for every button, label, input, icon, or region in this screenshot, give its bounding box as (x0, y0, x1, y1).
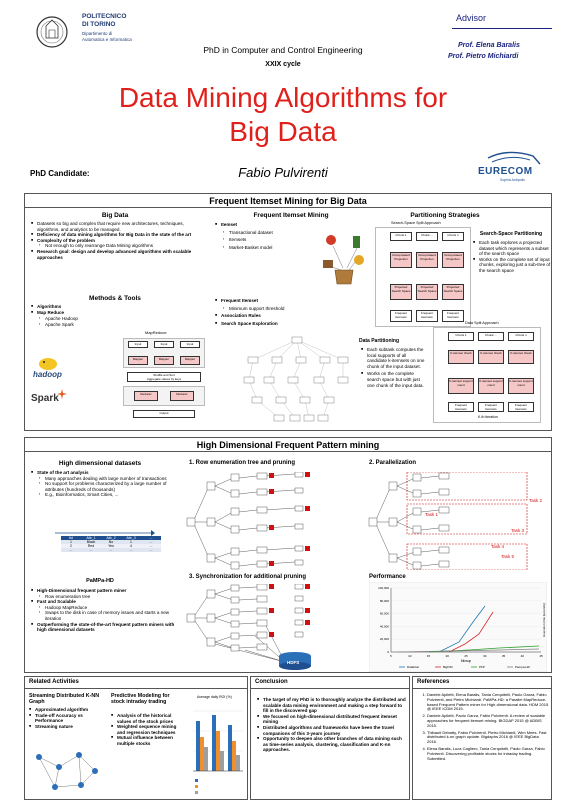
mapper-node (128, 356, 148, 365)
section-title: High Dimensional Frequent Pattern mining (196, 440, 380, 450)
pampa-heading: PaMPa-HD (86, 578, 114, 584)
projected-space-node (416, 284, 438, 300)
kitemset-support-node (508, 378, 534, 394)
knn-item: ■ Approximated algorithm (29, 707, 109, 713)
section-fim-big-data (24, 193, 552, 431)
chunk-label: Chunk ... (484, 333, 497, 337)
methods-heading: Methods & Tools (89, 295, 141, 302)
pampa-item: ▪ Hadoop MapReduce (31, 605, 181, 611)
knn-heading: Streaming Distributed K-NN Graph (29, 693, 100, 705)
x-tick-label: 35 (501, 654, 506, 658)
ss-item: ■ Each task explores a projected dataset which represents a subset of the search space (473, 240, 551, 257)
section-title: Frequent Itemset Mining for Big Data (209, 196, 367, 206)
cycle: XXIX cycle (265, 61, 301, 68)
fim-item: ▪ Market-Basket model (215, 245, 315, 251)
chunk-label: Chunk n (515, 333, 527, 337)
legend-label: Pampa-HD (515, 665, 530, 669)
projected-label: Projected Search Space (443, 285, 463, 293)
section-references (412, 676, 552, 800)
header (0, 0, 566, 192)
chunk-node (508, 332, 534, 341)
section-title: Related Activities (29, 679, 79, 685)
stock-heading: Predictive Modeling for stock intraday trading (111, 693, 170, 705)
fim-item: ▪ Itemsets (215, 237, 315, 243)
chunk-label: Chunk ... (420, 233, 433, 237)
pampa-item: ■ Outperforming the state-of-the-art frequent pattern miners with high dimensional datasets (31, 622, 181, 633)
data-split-diagram (433, 327, 541, 423)
conclusion-list (257, 697, 407, 753)
chunk-label: Chunk 1 (395, 233, 407, 237)
frequent-itemsets-label: Frequent Itemsets (420, 311, 433, 319)
pampa-item: ■ Fast and Scalable (31, 599, 181, 605)
legend-label: BigFIM (443, 665, 453, 669)
search-space-split-diagram (375, 227, 471, 327)
reference-item: 4. Elena Baralis, Luca Cagliero, Tania Cerquitelli, Paolo Garza, Fabio Pulvirenti. Discovering profitable stocks for intraday trading. Submitted. (427, 747, 549, 761)
input-node (180, 341, 200, 348)
section-title: Conclusion (255, 679, 288, 685)
section-conclusion (250, 676, 410, 800)
table-cell: No (108, 540, 114, 544)
fim-list-top (215, 222, 315, 250)
hdfs-label: HDFS (287, 660, 300, 665)
knn-item: ■ Streaming nature (29, 724, 109, 730)
group-projection-node (390, 252, 412, 268)
section-title-bar (25, 677, 247, 689)
chart-frame (369, 582, 547, 672)
table-cell: ... (129, 548, 133, 552)
advisor-1: Prof. Elena Baralis (458, 42, 520, 49)
eurecom-tagline: Sophia Antipolis (500, 178, 525, 182)
y-tick-label: 100,000 (378, 586, 389, 590)
group-projection-node (442, 252, 464, 268)
table-cell: ... (109, 548, 113, 552)
data-partitioning-list (361, 347, 425, 388)
frequent-itemsets-label: Frequent Itemsets (394, 311, 407, 319)
table-header-cell: ... (149, 536, 153, 540)
x-tick-label: 5 (390, 654, 392, 658)
fim-item: ■ Frequent Itemset (215, 298, 355, 304)
hd-item: ■ State of the art analysis (31, 470, 181, 476)
kitemset-support-label: K-itemset support count (479, 379, 503, 387)
section-title: References (417, 679, 450, 685)
input-label: Input (134, 342, 142, 346)
data-split-title: Data Split Approach (465, 321, 499, 325)
spark-logo: Spark (31, 393, 59, 404)
hadoop-elephant-icon (37, 357, 59, 371)
mapper-node (180, 356, 200, 365)
chunk-node (390, 232, 412, 241)
task-label: Task 3 (511, 528, 525, 533)
department-line-2: Automatica e Informatica (82, 37, 132, 42)
input-node (128, 341, 148, 348)
hd-list (31, 470, 181, 498)
performance-title: Performance (369, 574, 406, 580)
hadoop-logo: hadoop (33, 370, 62, 379)
advisor-divider (452, 28, 552, 29)
candidate-label: PhD Candidate: (30, 169, 90, 178)
department-line-1: Dipartimento di (82, 31, 113, 36)
x-tick-label: 20 (445, 654, 449, 658)
stock-item: ■ Mutual influence between multiple stocks (111, 735, 183, 746)
kitemset-check-node (478, 350, 504, 364)
methods-item: ▪ Apache Spark (31, 322, 111, 328)
poster-title-line-2: Big Data (229, 116, 337, 147)
table-cell: ... (149, 544, 153, 548)
methods-item: ▪ Apache Hadoop (31, 316, 111, 322)
kitemset-check-node (448, 350, 474, 364)
bigdata-item: ■ Datasets so big and complex that require new architectures, techniques, algorithms, and analytics to be managed. (31, 221, 207, 232)
table-arrow-icon (55, 530, 155, 536)
y-axis-label: Execution time [seconds] (542, 603, 546, 637)
advisor-2: Prof. Pietro Michiardi (448, 53, 519, 60)
conclusion-item: ■ Distributed algorithms and frameworks have been the travel companions of this 3-years journey (257, 725, 407, 736)
frequent-itemsets-node (508, 402, 534, 412)
output-node (133, 410, 195, 418)
fim-heading: Frequent Itemset Mining (253, 212, 329, 219)
parallelization-diagram (367, 472, 547, 570)
reducer-node (170, 391, 194, 401)
methods-item: ■ Algorithms (31, 304, 111, 310)
university-name-1: POLITECNICO (82, 13, 127, 20)
knn-graph-diagram (29, 747, 105, 795)
conclusion-item: ■ The target of my PhD is to thoroughly analyze the distributed and scalable data mining environment and making a step forward to fill in the discovered gap (257, 697, 407, 714)
kitemset-check-label: K-itemset check (480, 351, 502, 355)
mapreduce-diagram (117, 330, 209, 420)
reference-item: 3. Thibault Debatty, Fabio Pulvirenti, Pietro Michiardi, Wim Mees. Fast distributed k-nn graph update. Bigdaphs 2016 @ IEEE BigData 2016. (427, 731, 549, 745)
task-label: Task 2 (529, 498, 543, 503)
pampa-item: ▪ Swaps to the disk in case of memory issues and starts a new iteration (31, 610, 181, 621)
shuffle-label: Shuffle and Sort (153, 373, 175, 377)
dataset-table (61, 536, 161, 552)
table-header-cell: tid (69, 536, 73, 540)
table-cell: 1 (70, 540, 72, 544)
table-header-cell: Attr_2 (106, 536, 116, 540)
kitemset-support-node (448, 378, 474, 394)
kth-iteration-label: K-th iteration (478, 415, 498, 419)
advisor-label: Advisor (456, 13, 487, 23)
fim-item: ■ Search Space Exploration (215, 321, 355, 327)
kitemset-check-label: K-itemset check (510, 351, 532, 355)
map-phase (123, 338, 205, 368)
projected-label: Projected Search Space (417, 285, 437, 293)
table-cell: 2 (70, 544, 72, 548)
shuffle-node (127, 372, 201, 382)
stock-item: ■ Analysis of the historical values of the stock prices (111, 713, 183, 724)
section-title-bar (25, 438, 551, 452)
chunk-label: Chunk 1 (455, 333, 467, 337)
mapreduce-title: MapReduce (145, 330, 167, 335)
gbp-label: Group-based Projection (392, 253, 410, 261)
input-node (154, 341, 174, 348)
search-space-split-title: Search-Space Split Approach (391, 221, 441, 225)
chunk-label: Chunk n (447, 233, 459, 237)
fim-item: ▪ Minimum support threshold (215, 306, 355, 312)
mapper-label: Mapper (158, 357, 170, 361)
synchronization-diagram (185, 584, 365, 672)
data-partitioning-heading: Data Partitioning (359, 338, 400, 344)
input-label: Input (186, 342, 194, 346)
table-cell: Red (87, 544, 95, 548)
reference-item: 2. Daniele Apiletti, Paolo Garza, Fabio Pulvirenti. A review of scalable approaches for frequent itemset mining. BIGDAP 2015 @ ADBIS 2015. (427, 714, 549, 728)
table-cell: ... (69, 548, 73, 552)
parallelization-title: 2. Parallelization (369, 460, 417, 466)
x-tick-label: 15 (426, 654, 431, 658)
frequent-itemsets-label: Frequent Itemsets (514, 403, 527, 411)
fim-item: ▪ Transactional dataset (215, 230, 315, 236)
pampa-item: ■ High-Dimensional frequent pattern miner (31, 588, 181, 594)
frequent-itemsets-label: Frequent Itemsets (446, 311, 459, 319)
task-label: Task 1 (425, 512, 439, 517)
y-tick-label: 0 (387, 650, 389, 654)
candidate-name: Fabio Pulvirenti (238, 165, 328, 180)
group-projection-node (416, 252, 438, 268)
references-list (427, 693, 549, 763)
x-tick-label: 45 (539, 654, 543, 658)
methods-item: ■ Map Reduce (31, 310, 111, 316)
table-cell: Black (86, 540, 96, 544)
bigdata-item: ■ Deficiency of data mining algorithms for Big Data in the state of the art (31, 232, 207, 238)
stock-chart-title: Average daily ROI (%) (197, 695, 232, 699)
conclusion-item: ■ We focused on high-dimensional distributed frequent itemset mining (257, 714, 407, 725)
mapper-label: Mapper (184, 357, 196, 361)
frequent-itemsets-node (478, 402, 504, 412)
program-name: PhD in Computer and Control Engineering (203, 45, 363, 55)
chunk-node (416, 232, 438, 241)
section-related (24, 676, 248, 800)
fim-list-bottom (215, 298, 355, 326)
mapper-node (154, 356, 174, 365)
chunk-node (448, 332, 474, 341)
table-row (61, 548, 161, 552)
table-cell: ... (149, 540, 153, 544)
stock-list (111, 713, 183, 747)
pampa-item: ▪ Row enumeration tree (31, 594, 181, 600)
table-cell: ... (89, 548, 93, 552)
dp-item: ■ Works on the complete search space but with just one chunk of the input data. (361, 371, 425, 388)
reference-item: 1. Daniele Apiletti, Elena Baralis, Tania Cerquitelli, Paolo Garza, Fabio Pulvirenti, and Pietro Michiardi. PaMPa-HD: a Parallel MapReduce-based Frequent Pattern miner for High-dimensional data. HDM 2015 @ IEEE ICDM 2015. (427, 693, 549, 712)
frequent-itemsets-node (416, 310, 438, 322)
sync-title: 3. Synchronization for additional pruning (189, 574, 306, 580)
fim-item: ■ Itemset (215, 222, 315, 228)
kitemset-support-label: K-itemset support count (449, 379, 473, 387)
hd-item: ▪ Many approaches dealing with large number of transactions (31, 476, 181, 482)
frequent-itemsets-node (448, 402, 474, 412)
x-tick-label: 40 (520, 654, 524, 658)
shuffle-sub: Aggregate values by keys (146, 377, 182, 381)
x-axis-label: Minsup (460, 659, 472, 663)
x-tick-label: 10 (408, 654, 412, 658)
section-high-dimensional (24, 437, 552, 673)
projected-space-node (442, 284, 464, 300)
table-cell: 4 (130, 544, 132, 548)
row-enumeration-tree-diagram (185, 472, 361, 570)
knn-list (29, 707, 109, 729)
university-name-2: DI TORINO (82, 21, 116, 28)
bigdata-item: ▪ Not enough to only rearrange Data Mining algorithms (31, 243, 207, 249)
hd-item: ▪ E.g., Bioinformatics, Smart Cities, ... (31, 492, 181, 498)
stock-roi-bar-chart (187, 701, 245, 797)
x-tick-label: 25 (464, 654, 468, 658)
reduce-phase (123, 386, 205, 406)
legend-label: PFP (479, 665, 485, 669)
bigdata-item: ■ Complexity of the problem (31, 238, 207, 244)
fim-item: ■ Association Rules (215, 313, 355, 319)
y-tick-label: 40,000 (379, 624, 389, 629)
performance-chart (369, 582, 547, 672)
hd-item: ▪ No support for problems characterized by a large number of attributes (hundreds of thousands) (31, 481, 181, 492)
reducer-label: Reducer (140, 392, 152, 396)
search-space-partitioning-list (473, 240, 551, 274)
frequent-itemsets-label: Frequent Itemsets (484, 403, 497, 411)
table-cell: Yes (108, 544, 114, 548)
market-basket-icon (317, 230, 371, 294)
table-header-cell: Attr_3 (126, 536, 136, 540)
table-cell: 1 (130, 540, 132, 544)
frequent-itemsets-node (390, 310, 412, 322)
y-tick-label: 80,000 (379, 598, 389, 603)
input-label: Input (160, 342, 168, 346)
gbp-label: Group-based Projection (418, 253, 436, 261)
methods-list (31, 304, 111, 327)
projected-label: Projected Search Space (391, 285, 411, 293)
bigdata-heading: Big Data (101, 212, 129, 219)
kitemset-check-label: K-itemset check (450, 351, 472, 355)
frequent-itemsets-node (442, 310, 464, 322)
kitemset-support-label: K-itemset support count (509, 379, 533, 387)
ss-item: ■ Works on the complete set of input chunks, exploring just a sub-tree of the search space (473, 257, 551, 274)
section-title-bar (25, 194, 551, 208)
search-space-partitioning-heading: Search-Space Partitioning (479, 231, 543, 237)
knn-item: ■ Trade-off Accuracy vs Performance (29, 713, 109, 724)
chunk-node (442, 232, 464, 241)
kitemset-support-node (478, 378, 504, 394)
projected-space-node (390, 284, 412, 300)
table-cell: ... (149, 548, 153, 552)
hd-heading: High dimensional datasets (58, 460, 142, 467)
partitioning-heading: Partitioning Strategies (410, 212, 480, 219)
bigdata-list (31, 221, 207, 260)
chunk-node (478, 332, 504, 341)
section-title-bar (251, 677, 409, 689)
bigdata-item: ■ Research goal: design and develop advanced algorithms with scalable approaches (31, 249, 207, 260)
output-label: Output (159, 411, 169, 415)
reducer-label: Reducer (176, 392, 188, 396)
conclusion-item: ■ Opportunity to deepen also other branches of data mining such as time-series analysis, clustering, classification and K-nn approaches. (257, 736, 407, 753)
row-enum-title: 1. Row enumeration tree and pruning (189, 460, 296, 466)
x-tick-label: 30 (483, 654, 487, 658)
legend-label: DistEclat (407, 665, 419, 669)
poster-title-line-1: Data Mining Algorithms for (118, 82, 448, 113)
y-tick-label: 20,000 (379, 637, 389, 642)
frequent-itemsets-label: Frequent Itemsets (454, 403, 467, 411)
pampa-list (31, 588, 181, 633)
kitemset-check-node (508, 350, 534, 364)
section-title-bar (413, 677, 551, 689)
dp-item: ■ Each subtask computes the local supports of all candidate k-itemsets on one chunk of the input dataset. (361, 347, 425, 369)
task-label: Task 4 (491, 544, 505, 549)
table-header-cell: Attr_1 (86, 536, 96, 540)
mapper-label: Mapper (132, 357, 144, 361)
reducer-node (134, 391, 158, 401)
itemset-lattice-diagram (239, 334, 355, 428)
eurecom-name: EURECOM (478, 166, 533, 177)
task-label: Task 5 (501, 554, 515, 559)
gbp-label: Group-based Projection (444, 253, 462, 261)
y-tick-label: 60,000 (379, 611, 389, 616)
stock-item: ■ Weighted sequence mining and regression techniques (111, 724, 183, 735)
